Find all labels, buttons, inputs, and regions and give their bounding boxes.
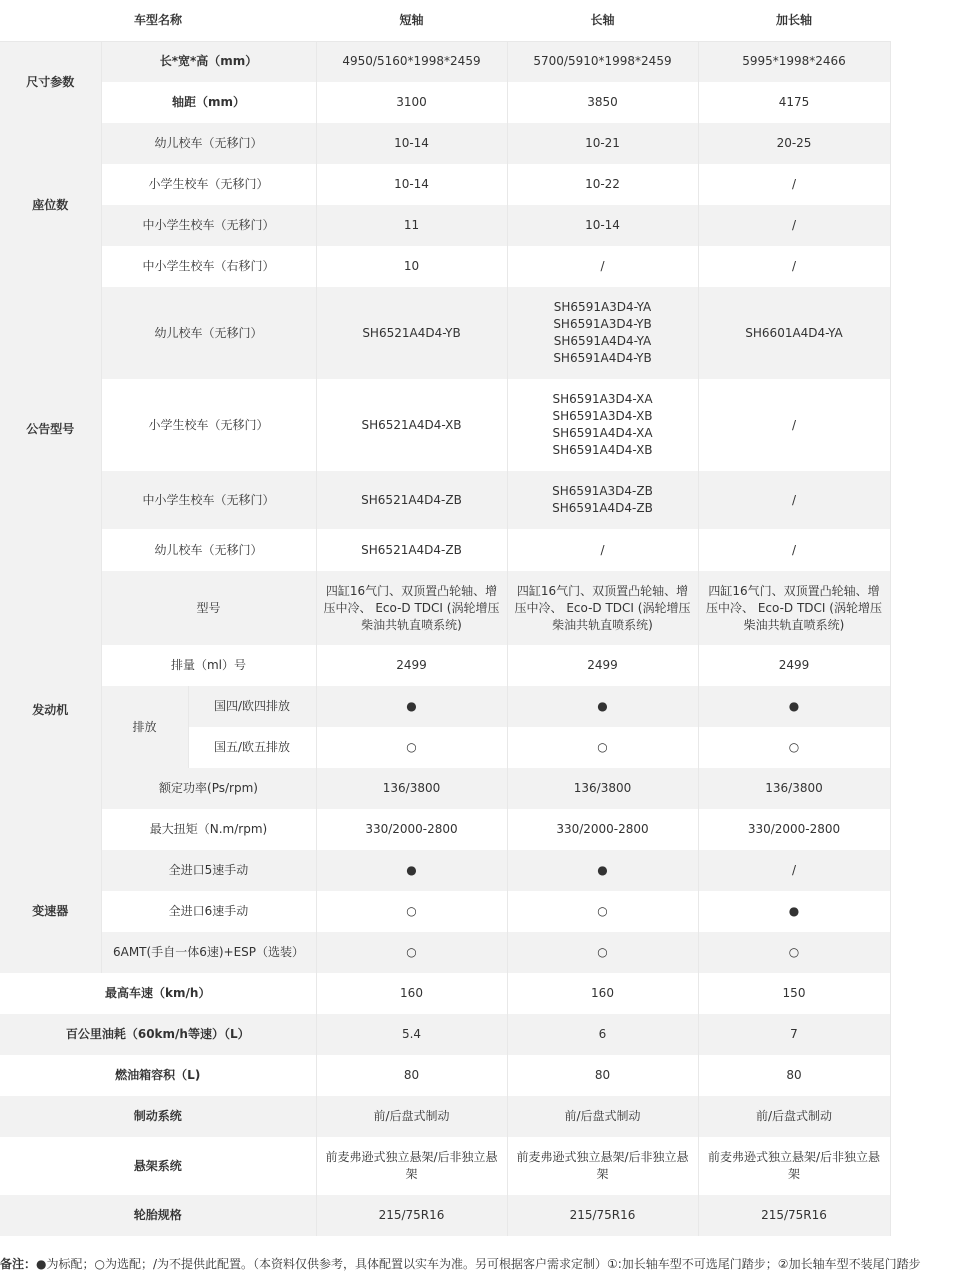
cell-ext: / [698, 246, 890, 287]
row-label: 6AMT(手自一体6速)+ESP（选装） [101, 932, 316, 973]
table-row [0, 850, 890, 891]
cell-ext: 80 [698, 1055, 890, 1096]
cell-long: 2499 [507, 645, 698, 686]
cell-short: 10-14 [316, 123, 507, 164]
cell-long: 215/75R16 [507, 1195, 698, 1236]
cell-long: ● [507, 686, 698, 727]
table-row [0, 379, 890, 471]
table-row [0, 82, 890, 123]
cell-short: ○ [316, 891, 507, 932]
cell-long: ○ [507, 891, 698, 932]
cell-long: 160 [507, 973, 698, 1014]
engine-line: 压中冷、 Eco-D TDCI (涡轮增压 [514, 600, 691, 615]
engine-line: 柴油共轨直喷系统) [743, 617, 845, 632]
table-row [0, 1137, 890, 1195]
model-code: SH6591A4D4-ZB [552, 501, 653, 515]
row-label: 国四/欧四排放 [188, 686, 316, 727]
group-engine: 发动机 [0, 571, 101, 850]
table-row [0, 1195, 890, 1236]
cell-short: ● [316, 850, 507, 891]
table-row [0, 645, 890, 686]
model-code: SH6591A3D4-YB [553, 317, 652, 331]
table-row [0, 768, 890, 809]
table-row [0, 123, 890, 164]
cell-ext: 前/后盘式制动 [698, 1096, 890, 1137]
cell-ext: 4175 [698, 82, 890, 123]
cell-ext [698, 571, 890, 645]
header-extended-wheelbase: 加长轴 [698, 0, 890, 41]
row-label: 幼儿校车（无移门） [101, 287, 316, 379]
table-row [0, 1014, 890, 1055]
cell-short: 5.4 [316, 1014, 507, 1055]
engine-line: 四缸16气门、双顶置凸轮轴、增 [516, 583, 689, 598]
cell-ext: 150 [698, 973, 890, 1014]
cell-long [507, 379, 698, 471]
row-label: 小学生校车（无移门） [101, 379, 316, 471]
group-gearbox: 变速器 [0, 850, 101, 973]
model-code: SH6591A3D4-XB [552, 409, 653, 423]
engine-line: 压中冷、 Eco-D TDCI (涡轮增压 [706, 600, 882, 615]
cell-ext: / [698, 850, 890, 891]
row-label: 排量（ml）号 [101, 645, 316, 686]
row-label: 额定功率(Ps/rpm) [101, 768, 316, 809]
table-row [0, 529, 890, 571]
cell-long: 5700/5910*1998*2459 [507, 41, 698, 82]
model-code: SH6591A3D4-ZB [552, 484, 653, 498]
table-row [0, 41, 890, 82]
table-row [0, 571, 890, 645]
cell-long: / [507, 529, 698, 571]
cell-long: / [507, 246, 698, 287]
cell-long [507, 571, 698, 645]
model-code: SH6591A4D4-XA [552, 426, 653, 440]
cell-ext: 20-25 [698, 123, 890, 164]
row-label: 型号 [101, 571, 316, 645]
model-code: SH6591A4D4-YA [553, 334, 652, 348]
engine-line: 柴油共轨直喷系统) [552, 617, 653, 632]
cell-short: 前/后盘式制动 [316, 1096, 507, 1137]
group-seats: 座位数 [0, 123, 101, 287]
cell-ext: ● [698, 891, 890, 932]
header-long-wheelbase: 长轴 [507, 0, 698, 41]
row-label: 制动系统 [0, 1096, 316, 1137]
row-label: 全进口5速手动 [101, 850, 316, 891]
table-row [0, 164, 890, 205]
model-code: SH6591A3D4-XA [552, 392, 653, 406]
footnote-title: 备注： [0, 1257, 37, 1271]
table-row [0, 891, 890, 932]
cell-ext: 136/3800 [698, 768, 890, 809]
table-row [0, 1055, 890, 1096]
cell-ext: / [698, 379, 890, 471]
footnote [0, 1255, 967, 1272]
row-label: 国五/欧五排放 [188, 727, 316, 768]
cell-short: 215/75R16 [316, 1195, 507, 1236]
row-label: 轴距（mm） [101, 82, 316, 123]
cell-short: SH6521A4D4-ZB [316, 471, 507, 529]
model-code: SH6591A4D4-YB [553, 351, 652, 365]
cell-short: SH6521A4D4-XB [316, 379, 507, 471]
cell-long: 前/后盘式制动 [507, 1096, 698, 1137]
cell-ext: / [698, 471, 890, 529]
cell-long: ○ [507, 727, 698, 768]
table-row [0, 246, 890, 287]
row-label: 中小学生校车（无移门） [101, 205, 316, 246]
cell-ext: 215/75R16 [698, 1195, 890, 1236]
cell-short: SH6521A4D4-YB [316, 287, 507, 379]
group-models: 公告型号 [0, 287, 101, 571]
model-code: SH6591A4D4-XB [552, 443, 653, 457]
model-code: SH6591A3D4-YA [553, 300, 652, 314]
emission-label: 排放 [101, 686, 188, 768]
cell-short: 10 [316, 246, 507, 287]
group-size: 尺寸参数 [0, 41, 101, 123]
cell-short: 136/3800 [316, 768, 507, 809]
cell-ext: / [698, 164, 890, 205]
row-label: 最大扭矩（N.m/rpm) [101, 809, 316, 850]
table-row [0, 973, 890, 1014]
cell-short: ● [316, 686, 507, 727]
row-label: 幼儿校车（无移门） [101, 529, 316, 571]
cell-short: 4950/5160*1998*2459 [316, 41, 507, 82]
cell-ext: 前麦弗逊式独立悬架/后非独立悬架 [698, 1137, 890, 1195]
header-model-name: 车型名称 [0, 0, 316, 41]
cell-short: 2499 [316, 645, 507, 686]
cell-long: 136/3800 [507, 768, 698, 809]
table-row [0, 932, 890, 973]
cell-long: 330/2000-2800 [507, 809, 698, 850]
engine-line: 四缸16气门、双顶置凸轮轴、增 [708, 583, 880, 598]
cell-ext: / [698, 529, 890, 571]
cell-ext: ○ [698, 932, 890, 973]
cell-long: 10-21 [507, 123, 698, 164]
cell-short: 3100 [316, 82, 507, 123]
cell-ext: 330/2000-2800 [698, 809, 890, 850]
cell-long: 3850 [507, 82, 698, 123]
cell-long: ○ [507, 932, 698, 973]
cell-short: ○ [316, 727, 507, 768]
cell-short: 330/2000-2800 [316, 809, 507, 850]
table-row [0, 686, 890, 727]
table-row [0, 287, 890, 379]
cell-short: 160 [316, 973, 507, 1014]
row-label: 燃油箱容积（L) [0, 1055, 316, 1096]
cell-long: 10-22 [507, 164, 698, 205]
cell-long: 10-14 [507, 205, 698, 246]
cell-short: 80 [316, 1055, 507, 1096]
row-label: 小学生校车（无移门） [101, 164, 316, 205]
table-header-row [0, 0, 890, 41]
cell-long: ● [507, 850, 698, 891]
cell-short: ○ [316, 932, 507, 973]
table-row [0, 205, 890, 246]
cell-short: SH6521A4D4-ZB [316, 529, 507, 571]
cell-long: 6 [507, 1014, 698, 1055]
cell-ext: 7 [698, 1014, 890, 1055]
cell-long: 前麦弗逊式独立悬架/后非独立悬架 [507, 1137, 698, 1195]
header-short-wheelbase: 短轴 [316, 0, 507, 41]
cell-ext: ○ [698, 727, 890, 768]
cell-short: 前麦弗逊式独立悬架/后非独立悬架 [316, 1137, 507, 1195]
footnote-text: ●为标配；○为选配；/为不提供此配置。（本资料仅供参考，具体配置以实车为准。另可根据客户需求定制）①:加长轴车型不可选尾门踏步；②加长轴车型不装尾门踏步 [36, 1257, 921, 1271]
cell-long [507, 471, 698, 529]
cell-short: 10-14 [316, 164, 507, 205]
cell-short [316, 571, 507, 645]
row-label: 百公里油耗（60km/h等速）（L） [0, 1014, 316, 1055]
row-label: 轮胎规格 [0, 1195, 316, 1236]
cell-ext: SH6601A4D4-YA [698, 287, 890, 379]
row-label: 全进口6速手动 [101, 891, 316, 932]
cell-long: 80 [507, 1055, 698, 1096]
table-row [0, 471, 890, 529]
cell-long [507, 287, 698, 379]
row-label: 悬架系统 [0, 1137, 316, 1195]
row-label: 幼儿校车（无移门） [101, 123, 316, 164]
table-row [0, 809, 890, 850]
engine-line: 柴油共轨直喷系统) [361, 617, 462, 632]
cell-ext: 5995*1998*2466 [698, 41, 890, 82]
cell-ext: / [698, 205, 890, 246]
row-label: 长*宽*高（mm） [101, 41, 316, 82]
row-label: 最高车速（km/h） [0, 973, 316, 1014]
table-row [0, 1096, 890, 1137]
cell-short: 11 [316, 205, 507, 246]
row-label: 中小学生校车（无移门） [101, 471, 316, 529]
engine-line: 压中冷、 Eco-D TDCI (涡轮增压 [323, 600, 500, 615]
engine-line: 四缸16气门、双顶置凸轮轴、增 [325, 583, 498, 598]
row-label: 中小学生校车（右移门） [101, 246, 316, 287]
cell-ext: ● [698, 686, 890, 727]
cell-ext: 2499 [698, 645, 890, 686]
